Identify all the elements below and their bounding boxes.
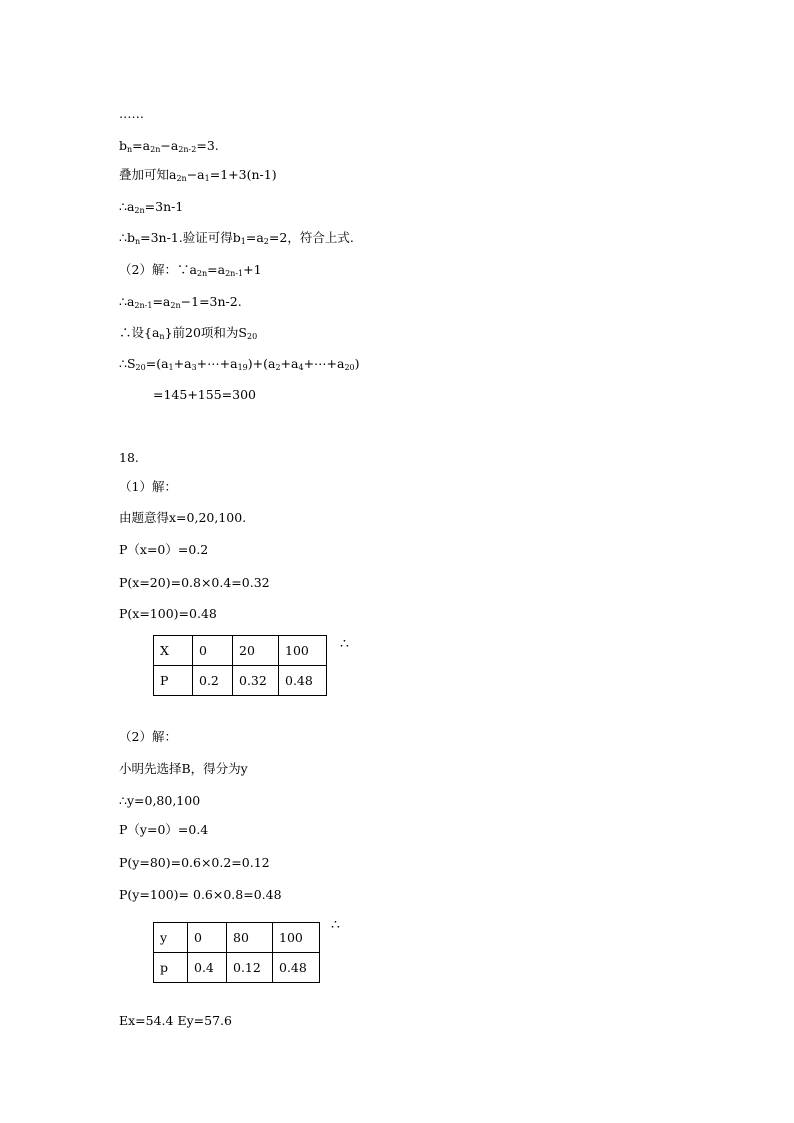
table-cell: 0.48 [279, 666, 327, 696]
table-cell: 0.12 [227, 953, 273, 983]
sum-expression: $\therefore S_{20}=(a_1+a_3+\cdots+a_{19})+(a_2+a_4+\cdots+a_{20})$ [119, 356, 360, 372]
px20-line: P(x=20)=0.8×0.4=0.32 [119, 575, 270, 590]
a2n-line: $\therefore a_{2n}=3n-1$ [119, 199, 184, 215]
table-cell: 0 [193, 636, 233, 666]
x-distribution-table [153, 635, 327, 696]
table-row [154, 923, 320, 953]
table-cell: 80 [227, 923, 273, 953]
x-values: 由题意得x=0,20,100. [119, 510, 247, 525]
px100-line: P(x=100)=0.48 [119, 606, 217, 621]
table-cell: 0 [188, 923, 227, 953]
therefore-symbol: ∴ [331, 917, 340, 933]
sum-value: =145+155=300 [153, 387, 256, 402]
table-row [154, 953, 320, 983]
table-cell: X [154, 636, 193, 666]
table-row [154, 636, 327, 666]
table-cell: 20 [233, 636, 279, 666]
y-values: ∴y=0,80,100 [119, 793, 201, 808]
q18-part2-head: （2）解： [119, 729, 177, 744]
table-cell: 0.48 [273, 953, 320, 983]
sum-definition: ∴设$\{a_n\}$前20项和为$S_{20}$ [119, 325, 258, 341]
table-cell: 0.2 [193, 666, 233, 696]
stack-sum-line: 叠加可知$a_{2n}-a_1=1+3(n-1)$ [119, 167, 277, 183]
therefore-symbol: ∴ [340, 636, 349, 652]
bn-line: $\therefore b_n=3n-1$.验证可得$b_1=a_2=2$，符合上式. [119, 230, 354, 246]
table-cell: y [154, 923, 188, 953]
odd-term-line: $\therefore a_{2n-1}=a_{2n}-1=3n-2$. [119, 294, 242, 310]
choose-b-line: 小明先选择B，得分为y [119, 761, 248, 776]
ellipsis: …… [119, 106, 144, 121]
q18-part1-head: （1）解： [119, 479, 177, 494]
table-cell: 0.4 [188, 953, 227, 983]
expectation-line: Ex=54.4 Ey=57.6 [119, 1013, 232, 1028]
part2-head: （2）解：$\because a_{2n}=a_{2n-1}+1$ [119, 262, 262, 278]
py80-line: P(y=80)=0.6×0.2=0.12 [119, 855, 270, 870]
y-distribution-table [153, 922, 320, 983]
py100-line: P(y=100)= 0.6×0.8=0.48 [119, 887, 282, 902]
table-cell: P [154, 666, 193, 696]
table-cell: 0.32 [233, 666, 279, 696]
px0-line: P（x=0）=0.2 [119, 542, 209, 557]
problem-number: 18. [119, 450, 139, 465]
table-cell: 100 [279, 636, 327, 666]
table-cell: p [154, 953, 188, 983]
b-definition: $b_n=a_{2n}-a_{2n-2}=3$. [119, 138, 219, 154]
py0-line: P（y=0）=0.4 [119, 822, 209, 837]
table-row [154, 666, 327, 696]
table-cell: 100 [273, 923, 320, 953]
